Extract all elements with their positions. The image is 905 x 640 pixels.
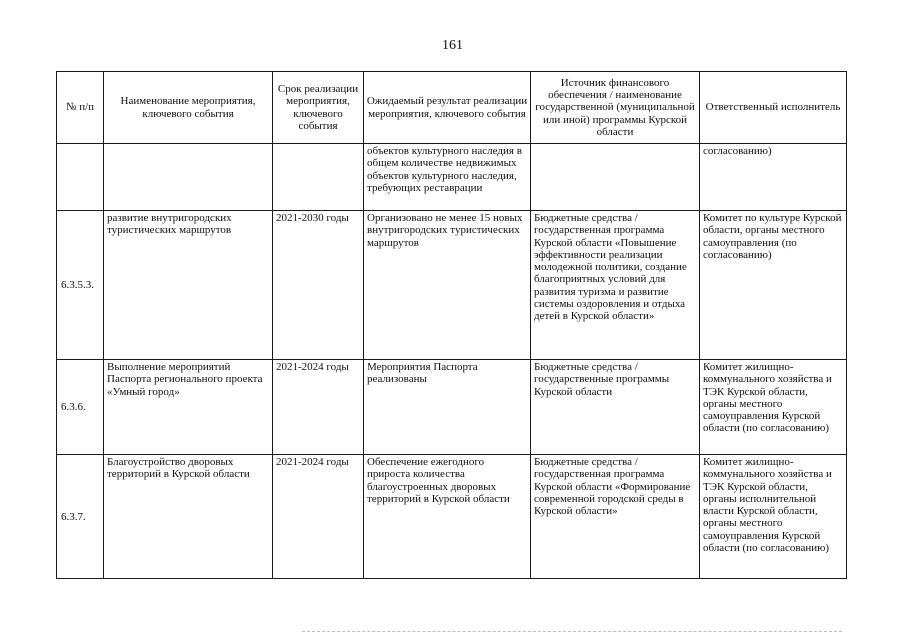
row-source: Бюджетные средства / государственные программы Курской области [531, 360, 700, 455]
row-executor: Комитет по культуре Курской области, органы местного самоуправления (по согласованию) [700, 211, 847, 360]
table-row [57, 211, 847, 360]
measures-table [56, 71, 847, 579]
header-source: Источник финансового обеспечения / наименование государственной (муниципальной или иной) программы Курской области [531, 72, 700, 144]
table-row [57, 144, 847, 211]
page-number: 161 [442, 38, 463, 53]
row-executor: Комитет жилищно-коммунального хозяйства и ТЭК Курской области, органы местного самоуправления Курской области (по согласованию) [700, 360, 847, 455]
row-source: Бюджетные средства / государственная программа Курской области «Формирование современной городской среды в Курской области» [531, 455, 700, 579]
table-row [57, 455, 847, 579]
header-result: Ожидаемый результат реализации мероприятия, ключевого события [364, 72, 531, 144]
row-num: 6.3.5.3. [57, 211, 104, 360]
table-header-row [57, 72, 847, 144]
row-num: 6.3.7. [57, 455, 104, 579]
page-bottom-rule [302, 631, 842, 632]
row-name [104, 144, 273, 211]
row-result: Обеспечение ежегодного прироста количества благоустроенных дворовых территорий в Курской области [364, 455, 531, 579]
header-term: Срок реализации мероприятия, ключевого события [273, 72, 364, 144]
header-executor: Ответственный исполнитель [700, 72, 847, 144]
row-num: 6.3.6. [57, 360, 104, 455]
row-term [273, 144, 364, 211]
row-source [531, 144, 700, 211]
row-name: Выполнение мероприятий Паспорта регионального проекта «Умный город» [104, 360, 273, 455]
header-num: № п/п [57, 72, 104, 144]
row-executor: согласованию) [700, 144, 847, 211]
table-row [57, 360, 847, 455]
row-result: объектов культурного наследия в общем количестве недвижимых объектов культурного наследия, требующих реставрации [364, 144, 531, 211]
row-source: Бюджетные средства / государственная программа Курской области «Повышение эффективности реализации молодежной политики, создание благоприятных условий для развития туризма и развитие системы оздоровления и отдыха детей в Курской области» [531, 211, 700, 360]
row-result: Организовано не менее 15 новых внутригородских туристических маршрутов [364, 211, 531, 360]
row-result: Мероприятия Паспорта реализованы [364, 360, 531, 455]
row-name: Благоустройство дворовых территорий в Курской области [104, 455, 273, 579]
row-name: развитие внутригородских туристических маршрутов [104, 211, 273, 360]
row-num [57, 144, 104, 211]
row-term: 2021-2024 годы [273, 360, 364, 455]
header-name: Наименование мероприятия, ключевого события [104, 72, 273, 144]
row-term: 2021-2024 годы [273, 455, 364, 579]
row-term: 2021-2030 годы [273, 211, 364, 360]
row-executor: Комитет жилищно-коммунального хозяйства и ТЭК Курской области, органы исполнительной власти Курской области, органы местного самоуправления Курской области (по согласованию) [700, 455, 847, 579]
